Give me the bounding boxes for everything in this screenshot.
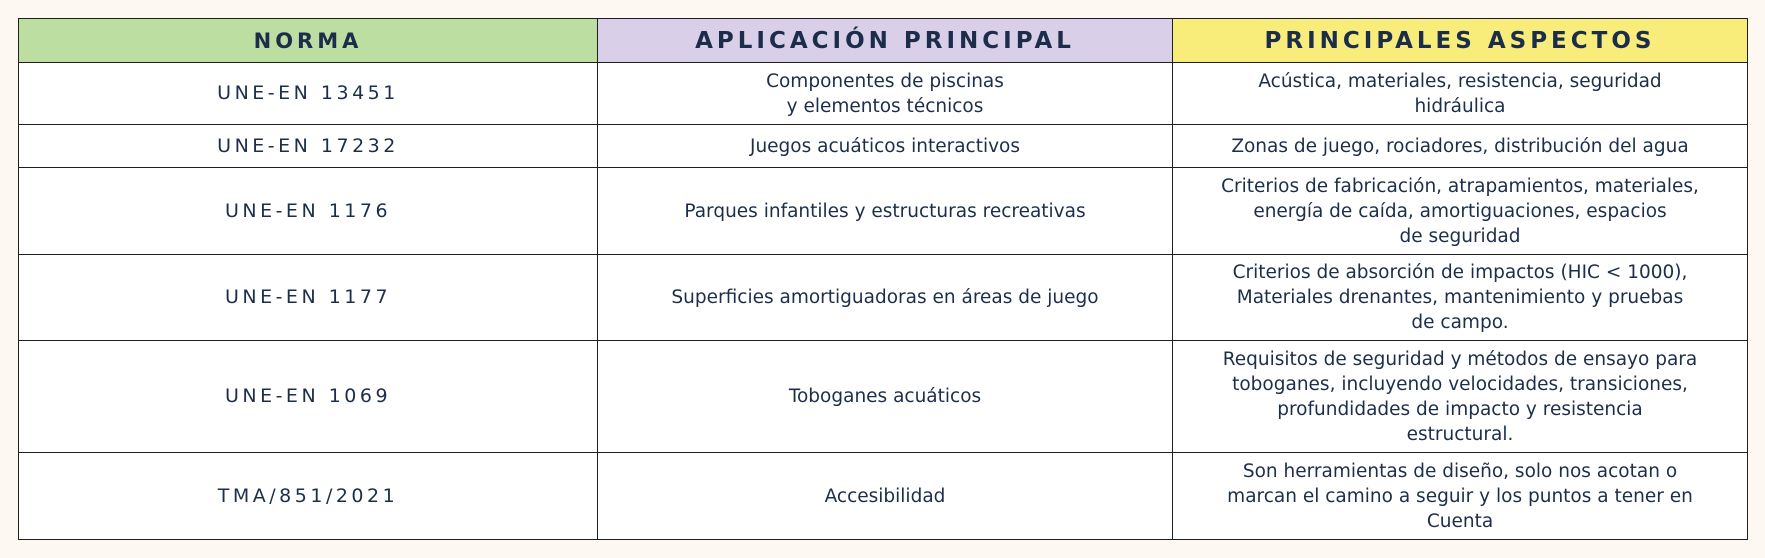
- table-row: [19, 255, 1748, 341]
- cell-aplicacion: Componentes de piscinas y elementos técnicos: [598, 63, 1173, 125]
- cell-norma: UNE-EN 1069: [19, 341, 598, 453]
- cell-norma: UNE-EN 17232: [19, 125, 598, 168]
- cell-aspectos: Criterios de absorción de impactos (HIC < 1000), Materiales drenantes, mantenimiento y pruebas de campo.: [1173, 255, 1748, 341]
- header-principales-aspectos: PRINCIPALES ASPECTOS: [1173, 19, 1748, 63]
- table-row: [19, 125, 1748, 168]
- header-norma: NORMA: [19, 19, 598, 63]
- cell-norma: UNE-EN 13451: [19, 63, 598, 125]
- cell-norma: TMA/851/2021: [19, 453, 598, 540]
- header-row: [19, 19, 1748, 63]
- cell-aplicacion: Toboganes acuáticos: [598, 341, 1173, 453]
- cell-aspectos: Criterios de fabricación, atrapamientos, materiales, energía de caída, amortiguaciones, espacios de seguridad: [1173, 168, 1748, 255]
- cell-aspectos: Son herramientas de diseño, solo nos acotan o marcan el camino a seguir y los puntos a tener en Cuenta: [1173, 453, 1748, 540]
- cell-aspectos: Requisitos de seguridad y métodos de ensayo para toboganes, incluyendo velocidades, transiciones, profundidades de impacto y resistencia estructural.: [1173, 341, 1748, 453]
- cell-norma: UNE-EN 1176: [19, 168, 598, 255]
- table-row: [19, 63, 1748, 125]
- cell-aplicacion: Accesibilidad: [598, 453, 1173, 540]
- norms-table: [18, 18, 1748, 540]
- cell-aspectos: Acústica, materiales, resistencia, seguridad hidráulica: [1173, 63, 1748, 125]
- table-row: [19, 168, 1748, 255]
- table-row: [19, 453, 1748, 540]
- cell-aspectos: Zonas de juego, rociadores, distribución del agua: [1173, 125, 1748, 168]
- cell-aplicacion: Juegos acuáticos interactivos: [598, 125, 1173, 168]
- header-aplicacion-principal: APLICACIÓN PRINCIPAL: [598, 19, 1173, 63]
- cell-norma: UNE-EN 1177: [19, 255, 598, 341]
- cell-aplicacion: Superficies amortiguadoras en áreas de juego: [598, 255, 1173, 341]
- table-row: [19, 341, 1748, 453]
- cell-aplicacion: Parques infantiles y estructuras recreativas: [598, 168, 1173, 255]
